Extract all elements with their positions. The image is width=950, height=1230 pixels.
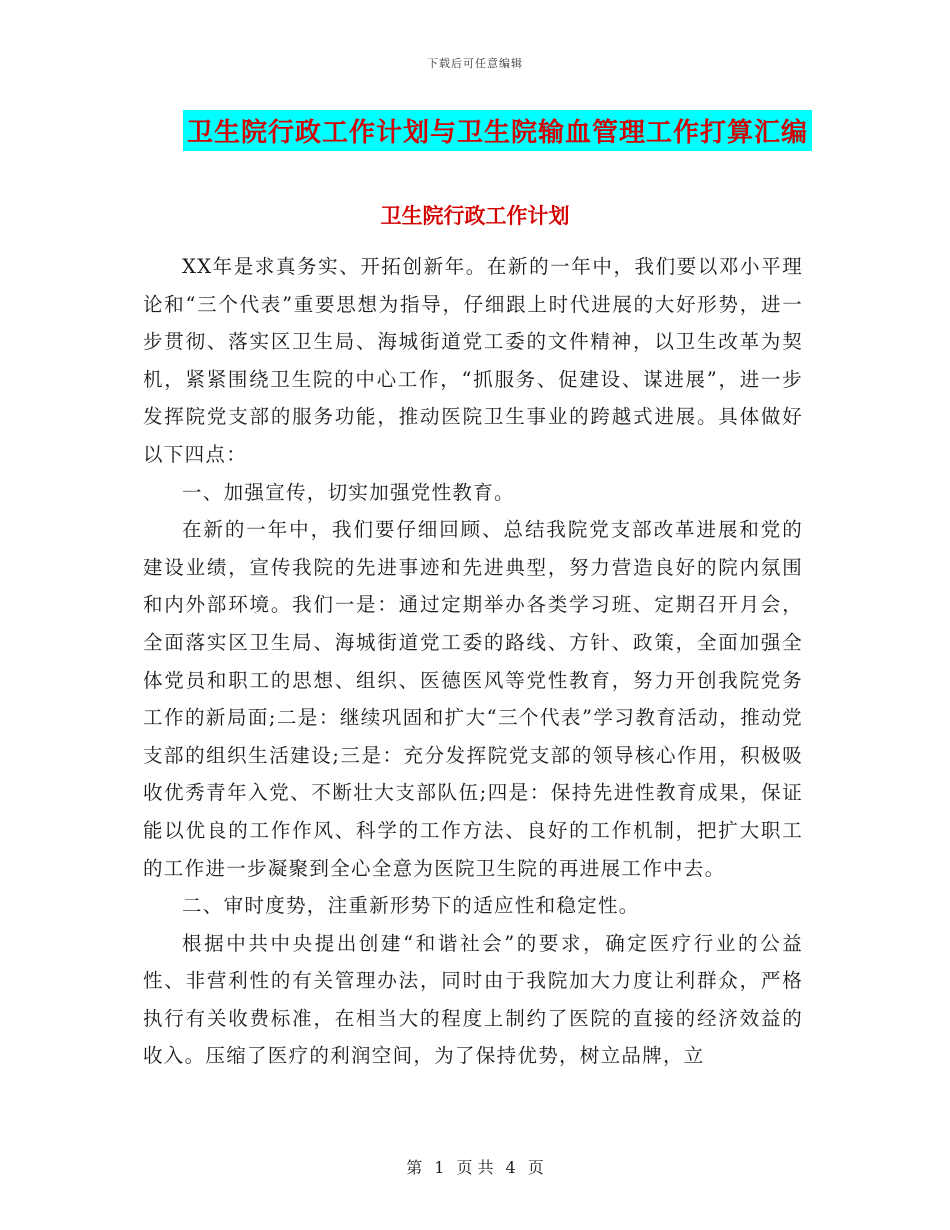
paragraph: 在新的一年中，我们要仔细回顾、总结我院党支部改革进展和党的建设业绩，宣传我院的先进事迹和先进典型，努力营造良好的院内氛围和内外部环境。我们一是：通过定期举办各类学习班、定期召开月会，全面落实区卫生局、海城街道党工委的路线、方针、政策，全面加强全体党员和职工的思想、组织、医德医风等党性教育，努力开创我院党务工作的新局面;二是：继续巩固和扩大“三个代表”学习教育活动，推动党支部的组织生活建设;三是：充分发挥院党支部的领导核心作用，积极吸收优秀青年入党、不断壮大支部队伍;四是：保持先进性教育成果，保证能以优良的工作作风、科学的工作方法、良好的工作机制，把扩大职工的工作进一步凝聚到全心全意为医院卫生院的再进展工作中去。: [143, 518, 803, 880]
footer-prefix: 第: [406, 1158, 423, 1177]
footer-page-number: 1: [434, 1158, 445, 1177]
section-title: 卫生院行政工作计划: [380, 204, 570, 228]
page-header: 下载后可任意编辑: [427, 57, 523, 70]
footer-middle: 页 共: [456, 1158, 494, 1177]
paragraph: 根据中共中央提出创建“和谐社会”的要求，确定医疗行业的公益性、非营利性的有关管理办法，同时由于我院加大力度让利群众，严格执行有关收费标准，在相当大的程度上制约了医院的直接的经济效益的收入。压缩了医疗的利润空间，为了保持优势，树立品牌，立: [143, 931, 803, 1068]
title-wrap: [0, 110, 950, 151]
paragraph: 二、审时度势，注重新形势下的适应性和稳定性。: [182, 894, 640, 918]
paragraph: XX年是求真务实、开拓创新年。在新的一年中，我们要以邓小平理论和“三个代表”重要思想为指导，仔细跟上时代进展的大好形势，进一步贯彻、落实区卫生局、海城街道党工委的文件精神，以卫生改革为契机，紧紧围绕卫生院的中心工作，“抓服务、促建设、谋进展”，进一步发挥院党支部的服务功能，推动医院卫生事业的跨越式进展。具体做好以下四点：: [143, 255, 803, 466]
page-footer: [0, 1155, 950, 1178]
footer-suffix: 页: [527, 1158, 544, 1177]
document-title: 卫生院行政工作计划与卫生院输血管理工作打算汇编: [183, 110, 812, 151]
document-body: [143, 248, 803, 1075]
paragraph: 一、加强宣传，切实加强党性教育。: [182, 480, 515, 504]
footer-total-pages: 4: [505, 1158, 516, 1177]
